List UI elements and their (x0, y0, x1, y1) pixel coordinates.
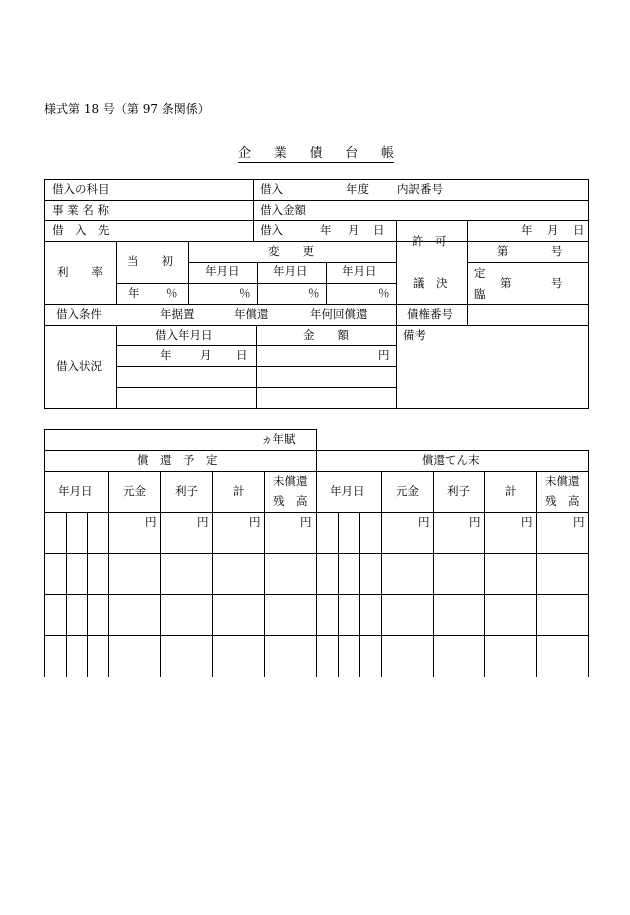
col-total-left: 計 (233, 484, 245, 498)
label-breakdown-number: 内訳番号 (397, 182, 443, 196)
label-regular: 定 (474, 266, 486, 280)
label-remarks: 備考 (403, 328, 426, 342)
yen-interest-right: 円 (469, 515, 481, 529)
label-change-ymd-2: 年月日 (273, 264, 308, 278)
yen-unpaid-right: 円 (573, 515, 585, 529)
col-ymd-right: 年月日 (330, 484, 365, 498)
col-unpaid-left-2: 残 高 (273, 494, 308, 508)
label-change-pct-3: ％ (378, 286, 390, 300)
label-lender: 借 入 先 (52, 223, 110, 237)
title-char: 債 (309, 146, 323, 161)
label-day: 日 (373, 223, 385, 237)
label-borrow-date: 借入 (260, 223, 283, 237)
yen-principal-right: 円 (418, 515, 430, 529)
label-change-ymd-1: 年月日 (205, 264, 240, 278)
label-permission-month: 月 (547, 223, 559, 237)
label-initial-pct: ％ (166, 286, 178, 300)
col-unpaid-right-2: 残 高 (545, 494, 580, 508)
label-permission-go: 号 (551, 244, 563, 258)
label-bond-number: 債権番号 (407, 307, 453, 321)
label-permission-day: 日 (573, 223, 585, 237)
label-year: 年 (320, 223, 332, 237)
title-char: 帳 (380, 146, 394, 161)
label-resolution-dai: 第 (500, 276, 512, 290)
label-borrowing-status: 借入状況 (56, 359, 102, 373)
label-borrowing-amount: 借入金額 (260, 203, 306, 217)
label-borrowing: 借入 (260, 182, 283, 196)
label-annuity: ヵ年賦 (261, 432, 296, 446)
label-status-yen: 円 (378, 348, 390, 362)
col-unpaid-left-1: 未償還 (273, 474, 308, 488)
label-status-day: 日 (236, 348, 248, 362)
label-initial: 当 初 (127, 254, 173, 268)
label-month: 月 (348, 223, 360, 237)
col-principal-left: 元金 (123, 484, 146, 498)
label-interest-rate: 利 率 (57, 265, 103, 279)
col-unpaid-right-1: 未償還 (545, 474, 580, 488)
label-change-ymd-3: 年月日 (342, 264, 377, 278)
yen-principal-left: 円 (145, 515, 157, 529)
title-char: 業 (273, 146, 287, 161)
form-number: 様式第 18 号（第 97 条関係） (44, 102, 210, 116)
col-interest-left: 利子 (175, 484, 198, 498)
label-repayment-years: 年償還 (234, 307, 269, 321)
col-ymd-left: 年月日 (58, 484, 93, 498)
label-project-name: 事 業 名 称 (52, 203, 109, 217)
label-permission-dai: 第 (497, 244, 509, 258)
yen-total-left: 円 (249, 515, 261, 529)
label-repayment-times: 年何回償還 (310, 307, 368, 321)
title-char: 企 (238, 146, 252, 161)
label-initial-year: 年 (128, 286, 140, 300)
label-schedule: 償 還 予 定 (137, 453, 218, 467)
label-borrowing-subject: 借入の科目 (52, 182, 110, 196)
label-status-month: 月 (200, 348, 212, 362)
label-change: 変 更 (268, 244, 314, 258)
yen-interest-left: 円 (197, 515, 209, 529)
label-permission-year: 年 (521, 223, 533, 237)
col-interest-right: 利子 (447, 484, 470, 498)
yen-unpaid-left: 円 (300, 515, 312, 529)
label-fiscal-year: 年度 (346, 182, 369, 196)
label-resolution: 議 決 (413, 276, 448, 290)
label-actual: 償還てん末 (422, 453, 480, 467)
label-deferment: 年据置 (160, 307, 195, 321)
label-resolution-go: 号 (551, 276, 563, 290)
label-permission: 許 可 (412, 234, 447, 248)
col-principal-right: 元金 (396, 484, 419, 498)
label-extraordinary: 臨 (474, 287, 486, 301)
label-borrow-ymd: 借入年月日 (155, 328, 213, 342)
label-change-pct-2: ％ (308, 286, 320, 300)
label-change-pct-1: ％ (239, 286, 251, 300)
label-amount: 金 額 (303, 328, 349, 342)
col-total-right: 計 (505, 484, 517, 498)
label-status-year: 年 (160, 348, 172, 362)
label-conditions: 借入条件 (56, 307, 102, 321)
title-char: 台 (345, 146, 359, 161)
yen-total-right: 円 (521, 515, 533, 529)
